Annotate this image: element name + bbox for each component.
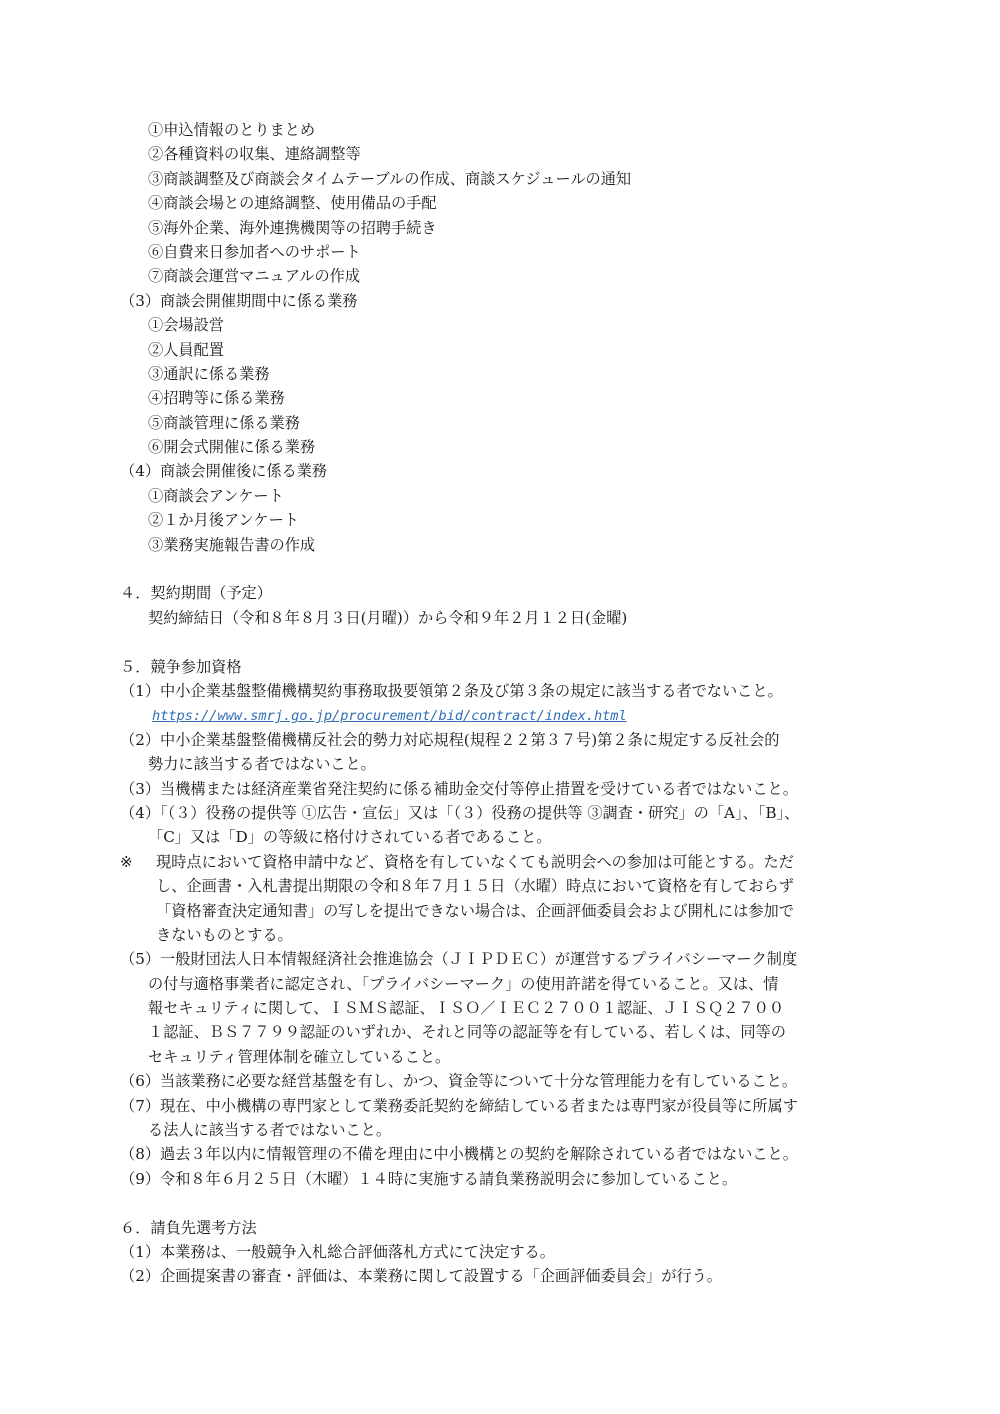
note-mark: ※ (120, 852, 133, 871)
list-item: ⑥自費来日参加者へのサポート (148, 242, 361, 261)
list-item: ④商談会場との連絡調整、使用備品の手配 (148, 194, 437, 213)
eligibility-item-2-line-2: 勢力に該当する者ではないこと。 (148, 755, 376, 774)
spacer (120, 557, 890, 581)
list-item: ⑤海外企業、海外連携機関等の招聘手続き (148, 218, 437, 237)
list-item: ①会場設営 (148, 316, 224, 335)
item-5-line: の付与適格事業者に認定され、「プライバシーマーク」の使用許諾を得ていること。又は、情 (148, 974, 779, 993)
subsection-heading-during: （3）商談会開催期間中に係る業務 (120, 291, 358, 310)
subsection-heading-after: （4）商談会開催後に係る業務 (120, 462, 328, 481)
eligibility-item-7-line-1: （7）現在、中小機構の専門家として業務委託契約を締結している者または専門家が役員等に所属す (120, 1096, 798, 1115)
eligibility-item-9: （9）令和８年６月２５日（木曜）１４時に実施する請負業務説明会に参加していること。 (120, 1169, 738, 1188)
eligibility-item-1: （1）中小企業基盤整備機構契約事務取扱要領第２条及び第３条の規定に該当する者でないこと。 (120, 681, 783, 700)
section-heading-eligibility: ５．競争参加資格 (120, 657, 242, 676)
after-item-list (120, 484, 890, 557)
selection-item-1: （1）本業務は、一般競争入札総合評価落札方式にて決定する。 (120, 1242, 555, 1261)
list-item: ⑦商談会運営マニュアルの作成 (148, 267, 361, 286)
document-body (120, 118, 890, 1289)
eligibility-item-2-line-1: （2）中小企業基盤整備機構反社会的勢力対応規程(規程２２第３７号)第２条に規定する反社会的 (120, 730, 780, 749)
eligibility-item-3: （3）当機構または経済産業省発注契約に係る補助金交付等停止措置を受けている者ではないこと。 (120, 779, 798, 798)
eligibility-note (120, 850, 890, 948)
list-item: ②人員配置 (148, 340, 224, 359)
eligibility-item-8: （8）過去３年以内に情報管理の不備を理由に中小機構との契約を解除されている者ではないこと。 (120, 1145, 798, 1164)
selection-item-2: （2）企画提案書の審査・評価は、本業務に関して設置する「企画評価委員会」が行う。 (120, 1267, 722, 1286)
eligibility-item-6: （6）当該業務に必要な経営基盤を有し、かつ、資金等について十分な管理能力を有していること。 (120, 1072, 798, 1091)
prep-item-list (120, 118, 890, 289)
eligibility-item-4-line-1: （4）「（３）役務の提供等 ①広告・宣伝」又は「（３）役務の提供等 ③調査・研究」の「A」、「B」、 (120, 803, 800, 822)
section-heading-selection: ６．請負先選考方法 (120, 1218, 257, 1237)
list-item: ②１か月後アンケート (148, 511, 299, 530)
eligibility-item-4-line-2: 「C」又は「D」の等級に格付けされている者であること。 (148, 828, 552, 847)
item-5-line: （5）一般財団法人日本情報経済社会推進協会（ＪＩＰＤＥＣ）が運営するプライバシーマーク制度 (120, 950, 798, 969)
list-item: ③通訳に係る業務 (148, 364, 270, 383)
list-item: ③商談調整及び商談会タイムテーブルの作成、商談スケジュールの通知 (148, 169, 632, 188)
list-item: ⑥開会式開催に係る業務 (148, 438, 316, 457)
note-line: 現時点において資格申請中など、資格を有していなくても説明会への参加は可能とする。ただ (156, 852, 794, 871)
during-item-list (120, 313, 890, 459)
item-5-line: 報セキュリティに関して、ＩＳＭＳ認証、ＩＳＯ／ＩＥＣ２７００１認証、ＪＩＳＱ２７００ (148, 999, 785, 1018)
list-item: ⑤商談管理に係る業務 (148, 413, 300, 432)
note-line: し、企画書・入札書提出期限の令和８年７月１５日（水曜）時点において資格を有しておらず (156, 877, 794, 896)
list-item: ③業務実施報告書の作成 (148, 535, 316, 554)
section-heading-contract-period: ４．契約期間（予定） (120, 584, 272, 603)
list-item: ①商談会アンケート (148, 486, 284, 505)
item-5-line: １認証、ＢＳ７７９９認証のいずれか、それと同等の認証等を有している、若しくは、同等の (148, 1023, 786, 1042)
list-item: ②各種資料の収集、連絡調整等 (148, 145, 361, 164)
note-line: 「資格審査決定通知書」の写しを提出できない場合は、企画評価委員会および開札には参加で (156, 901, 794, 920)
spacer (120, 630, 890, 654)
eligibility-item-5 (120, 947, 890, 1069)
contract-rules-link[interactable]: https://www.smrj.go.jp/procurement/bid/contract/index.html (152, 708, 627, 725)
spacer (120, 1191, 890, 1215)
note-line: きないものとする。 (156, 925, 293, 944)
item-5-line: セキュリティ管理体制を確立していること。 (148, 1047, 451, 1066)
list-item: ④招聘等に係る業務 (148, 389, 285, 408)
eligibility-item-7-line-2: る法人に該当する者ではないこと。 (148, 1121, 391, 1140)
eligibility-item-1-link-row (120, 703, 890, 727)
list-item: ①申込情報のとりまとめ (148, 121, 316, 139)
contract-period-text: 契約締結日（令和８年８月３日(月曜)）から令和９年２月１２日(金曜) (148, 608, 628, 627)
